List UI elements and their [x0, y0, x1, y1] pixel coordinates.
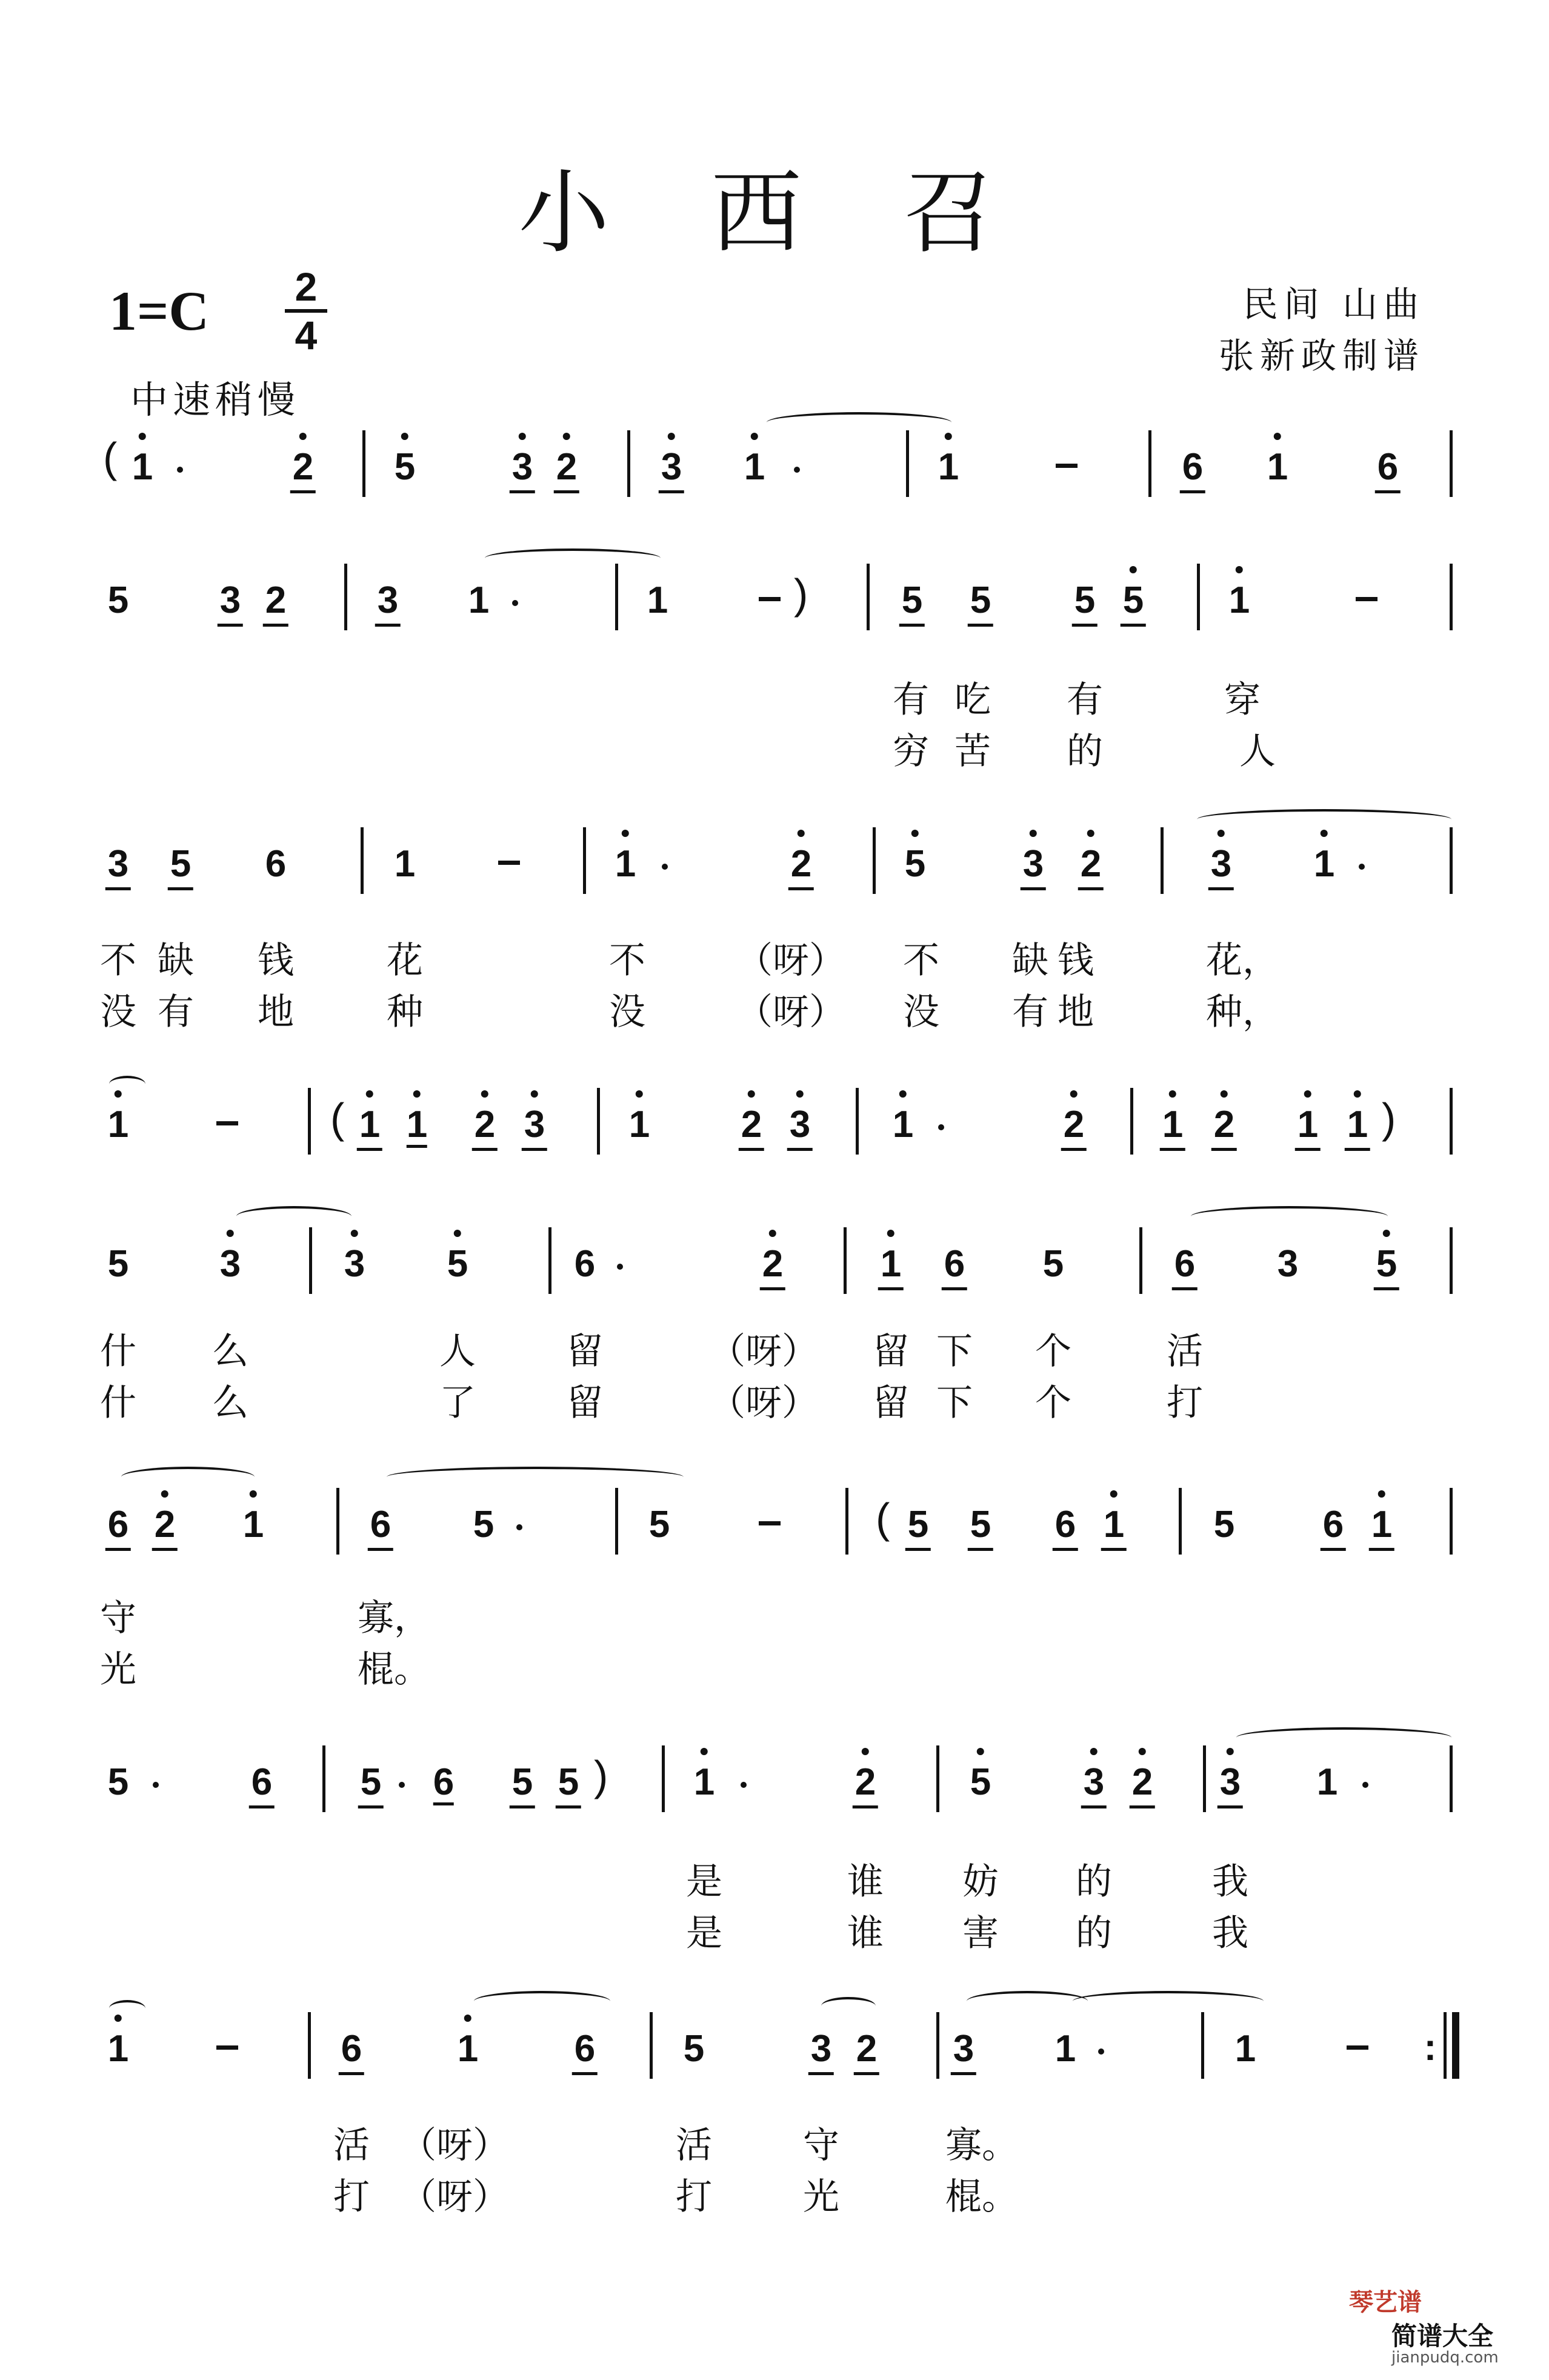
barline [906, 430, 909, 497]
note: 1 [107, 2028, 129, 2070]
barline [583, 827, 586, 894]
lyric: 棍。 [358, 1648, 430, 1691]
note: 1 [744, 446, 765, 488]
lyric: 打 [333, 2176, 370, 2218]
note: 2 [762, 1243, 784, 1285]
note: 6 [1377, 446, 1399, 488]
note: 3 [219, 1243, 241, 1285]
barline [548, 1227, 551, 1294]
lyric: 地 [1058, 991, 1094, 1033]
lyric: 守 [100, 1597, 136, 1639]
barline [322, 1745, 325, 1812]
note: 1 [1054, 2028, 1076, 2070]
lyric: 么 [212, 1330, 248, 1373]
lyric: 寡。 [945, 2124, 1018, 2167]
close-paren: ) [794, 570, 808, 618]
barline [308, 2012, 311, 2079]
lyric: 没 [100, 991, 136, 1033]
augmentation-dot [177, 467, 183, 473]
barline [361, 827, 364, 894]
close-paren: ) [594, 1752, 608, 1799]
lyric: 吃 [954, 679, 991, 721]
note: 5 [970, 1761, 991, 1803]
note: 6 [251, 1761, 273, 1803]
note: 3 [661, 446, 682, 488]
note: 1 [359, 1104, 381, 1145]
note: 6 [107, 1504, 129, 1545]
augmentation-dot [741, 1782, 747, 1788]
dash [498, 861, 520, 865]
note: 1 [457, 2028, 479, 2070]
note: 6 [1182, 446, 1204, 488]
tempo-marking: 中速稍慢 [130, 378, 301, 422]
lyric: 苦 [954, 730, 991, 773]
note: 3 [107, 843, 129, 885]
note: 1 [1228, 579, 1250, 621]
note: 5 [1074, 579, 1096, 621]
note: 1 [1162, 1104, 1184, 1145]
lyric: 有 [1012, 991, 1048, 1033]
lyric: 谁 [847, 1861, 884, 1903]
note: 1 [1297, 1104, 1319, 1145]
lyric: 留 [873, 1382, 909, 1424]
note: 5 [447, 1243, 468, 1285]
time-signature-bottom: 4 [295, 313, 318, 358]
barline [650, 2012, 653, 2079]
barline [1201, 2012, 1204, 2079]
barline [1450, 1745, 1453, 1812]
tie [767, 412, 951, 433]
note: 1 [394, 843, 416, 885]
note: 6 [1174, 1243, 1196, 1285]
barline [1148, 430, 1151, 497]
note: 3 [810, 2028, 832, 2070]
barline [344, 564, 347, 630]
tie [109, 2000, 145, 2017]
augmentation-dot [938, 1124, 944, 1130]
credit-origin: 民间 山曲 [1242, 284, 1425, 325]
note: 1 [628, 1104, 650, 1145]
note: 1 [242, 1504, 264, 1545]
final-barline-thin [1444, 2012, 1447, 2079]
lyric: 了 [439, 1382, 476, 1424]
barline [1179, 1488, 1182, 1555]
close-paren: ) [1382, 1095, 1396, 1142]
note: 5 [107, 1243, 129, 1285]
barline [867, 564, 870, 630]
barline [1450, 1088, 1453, 1155]
lyric: 个 [1035, 1330, 1071, 1373]
note: 2 [856, 2028, 878, 2070]
time-signature [285, 264, 327, 358]
note: 1 [407, 1106, 427, 1148]
lyric: 寡， [358, 1597, 430, 1639]
lyric: （呀） [736, 991, 845, 1033]
barline [1450, 1488, 1453, 1555]
barline [856, 1088, 859, 1155]
dash [216, 2045, 238, 2050]
logo-name: 简谱大全 [1391, 2321, 1494, 2351]
tie [821, 1997, 876, 2015]
tie [485, 548, 661, 568]
lyric: 什 [100, 1382, 136, 1424]
lyric: 不 [903, 939, 939, 982]
tie [1191, 1206, 1388, 1227]
note: 5 [683, 2028, 705, 2070]
note: 5 [901, 579, 923, 621]
note: 3 [1219, 1761, 1241, 1803]
lyric: 什 [100, 1330, 136, 1373]
note: 1 [1313, 843, 1335, 885]
note: 2 [1080, 843, 1102, 885]
lyric: 是 [686, 1912, 722, 1955]
note: 2 [292, 446, 314, 488]
barline [1450, 430, 1453, 497]
lyric: 下 [936, 1330, 973, 1373]
barline [1450, 827, 1453, 894]
lyric: （呀） [709, 1382, 818, 1424]
note: 1 [1234, 2028, 1256, 2070]
lyric: 缺 [1012, 939, 1048, 982]
augmentation-dot [662, 864, 668, 870]
note: 5 [511, 1761, 533, 1803]
note: 1 [615, 843, 636, 885]
note: 6 [433, 1764, 454, 1805]
barline [1130, 1088, 1133, 1155]
lyric: 打 [1167, 1382, 1203, 1424]
barline [336, 1488, 339, 1555]
key-signature: 1=C [109, 280, 209, 342]
lyric: 个 [1035, 1382, 1071, 1424]
logo-brand: 琴艺谱 [1349, 2288, 1422, 2316]
note: 1 [938, 446, 959, 488]
open-paren: ( [103, 434, 118, 481]
barline [362, 430, 365, 497]
lyric: 么 [212, 1382, 248, 1424]
note: 1 [1347, 1104, 1368, 1145]
barline [873, 827, 876, 894]
lyric: 人 [439, 1330, 476, 1373]
barline [308, 1088, 311, 1155]
lyric: 守 [803, 2124, 839, 2167]
open-paren: ( [876, 1495, 890, 1542]
note: 3 [1277, 1243, 1299, 1285]
barline [936, 2012, 939, 2079]
note: 2 [265, 579, 287, 621]
note: 5 [107, 1761, 129, 1803]
barline [1450, 564, 1453, 630]
barline [615, 564, 618, 630]
note: 6 [944, 1243, 965, 1285]
tie [1236, 1727, 1451, 1748]
note: 5 [648, 1504, 670, 1545]
note: 6 [265, 843, 287, 885]
note: 5 [904, 843, 926, 885]
augmentation-dot [1362, 1782, 1368, 1788]
note: 1 [468, 579, 490, 621]
lyric: 没 [903, 991, 939, 1033]
lyric: 下 [936, 1382, 973, 1424]
note: 3 [789, 1104, 811, 1145]
lyric: 活 [333, 2124, 370, 2167]
lyric: 光 [803, 2176, 839, 2218]
note: 6 [574, 2028, 596, 2070]
note: 5 [107, 579, 129, 621]
augmentation-dot [794, 467, 800, 473]
note: 5 [970, 1504, 991, 1545]
note: 6 [1054, 1504, 1076, 1545]
song-title: 小 西 召 [518, 161, 1031, 266]
lyric: （呀） [736, 939, 845, 982]
tie [109, 1076, 145, 1093]
lyric: （呀） [400, 2124, 509, 2167]
note: 3 [1083, 1761, 1105, 1803]
dash [1356, 597, 1377, 601]
barline [936, 1745, 939, 1812]
note: 5 [1122, 579, 1144, 621]
site-logo [1349, 2283, 1531, 2368]
lyric: （呀） [709, 1330, 818, 1373]
lyric: 留 [567, 1382, 603, 1424]
barline [615, 1488, 618, 1555]
lyric: 活 [676, 2124, 712, 2167]
time-signature-top: 2 [295, 264, 318, 309]
note: 5 [394, 446, 416, 488]
lyric: 穿 [1224, 679, 1261, 721]
tie [1073, 1991, 1264, 2012]
note: 5 [360, 1761, 382, 1803]
note: 1 [1103, 1504, 1125, 1545]
barline [1203, 1745, 1206, 1812]
augmentation-dot [153, 1782, 159, 1788]
note: 3 [1022, 843, 1044, 885]
barline [1197, 564, 1200, 630]
lyric: 我 [1212, 1861, 1248, 1903]
barline [845, 1488, 848, 1555]
note: 2 [1131, 1761, 1153, 1803]
lyric: 的 [1076, 1912, 1112, 1955]
note: 6 [370, 1504, 391, 1545]
augmentation-dot [512, 600, 518, 606]
tie [1197, 809, 1451, 830]
lyric: 穷 [893, 730, 929, 773]
note: 1 [1371, 1504, 1393, 1545]
open-paren: ( [330, 1095, 345, 1142]
note: 6 [1322, 1504, 1344, 1545]
lyric: 活 [1167, 1330, 1203, 1373]
lyric: 种， [1206, 991, 1279, 1033]
note: 3 [377, 579, 399, 621]
note: 2 [1213, 1104, 1235, 1145]
lyric: 缺 [158, 939, 194, 982]
dash [1056, 464, 1078, 468]
tie [236, 1206, 351, 1227]
tie [387, 1467, 684, 1487]
lyric: 人 [1239, 730, 1276, 773]
barline [1139, 1227, 1142, 1294]
credit-arranger: 张新政制谱 [1218, 335, 1425, 376]
note: 3 [344, 1243, 365, 1285]
note: 5 [558, 1761, 579, 1803]
lyric: 留 [567, 1330, 603, 1373]
tie [967, 1991, 1088, 2012]
note: 2 [741, 1104, 762, 1145]
note: 6 [574, 1243, 596, 1285]
final-barline-thick [1452, 2012, 1459, 2079]
note: 5 [473, 1504, 495, 1545]
note: 5 [1213, 1504, 1235, 1545]
tie [121, 1467, 255, 1487]
note: 1 [647, 579, 668, 621]
note: 6 [341, 2028, 362, 2070]
lyric: 棍。 [945, 2176, 1018, 2218]
lyric: 留 [873, 1330, 909, 1373]
lyric: 花， [1206, 939, 1279, 982]
note: 5 [907, 1504, 929, 1545]
barline [1161, 827, 1164, 894]
note: 1 [693, 1761, 715, 1803]
note: 5 [1042, 1243, 1064, 1285]
lyric: 有 [158, 991, 194, 1033]
note: 1 [107, 1104, 129, 1145]
repeat-dots: : [1424, 2027, 1437, 2068]
note: 1 [1267, 446, 1288, 488]
tie [474, 1991, 610, 2012]
lyric: 钱 [1058, 939, 1094, 982]
lyric: 害 [962, 1912, 999, 1955]
barline [1450, 1227, 1453, 1294]
lyric: 的 [1067, 730, 1103, 773]
logo-url: jianpudq.com [1391, 2348, 1499, 2367]
lyric: 谁 [847, 1912, 884, 1955]
note: 3 [953, 2028, 974, 2070]
barline [662, 1745, 665, 1812]
augmentation-dot [399, 1782, 405, 1788]
augmentation-dot [617, 1264, 623, 1270]
note: 3 [219, 579, 241, 621]
lyric: 妨 [962, 1861, 999, 1903]
barline [844, 1227, 847, 1294]
barline [309, 1227, 312, 1294]
augmentation-dot [516, 1524, 522, 1530]
lyric: 没 [609, 991, 645, 1033]
dash [216, 1121, 238, 1125]
lyric: 是 [686, 1861, 722, 1903]
note: 1 [132, 446, 153, 488]
note: 2 [790, 843, 812, 885]
note: 3 [524, 1104, 545, 1145]
dash [759, 1521, 781, 1525]
augmentation-dot [1098, 2048, 1104, 2055]
note: 5 [1376, 1243, 1397, 1285]
lyric: 种 [387, 991, 423, 1033]
note: 2 [474, 1104, 496, 1145]
note: 1 [1316, 1761, 1338, 1803]
lyric: 不 [100, 939, 136, 982]
lyric: 我 [1212, 1912, 1248, 1955]
dash [1347, 2045, 1368, 2050]
note: 3 [1210, 843, 1232, 885]
lyric: 打 [676, 2176, 712, 2218]
note: 3 [511, 446, 533, 488]
note: 2 [556, 446, 578, 488]
barline [627, 430, 630, 497]
lyric: 有 [1067, 679, 1103, 721]
lyric: （呀） [400, 2176, 509, 2218]
augmentation-dot [1359, 864, 1365, 870]
lyric: 不 [609, 939, 645, 982]
dash [759, 597, 781, 601]
lyric: 钱 [258, 939, 294, 982]
note: 2 [1063, 1104, 1085, 1145]
note: 1 [892, 1104, 914, 1145]
note: 2 [154, 1504, 176, 1545]
note: 1 [880, 1243, 902, 1285]
lyric: 有 [893, 679, 929, 721]
barline [597, 1088, 600, 1155]
lyric: 地 [258, 991, 294, 1033]
lyric: 光 [100, 1648, 136, 1691]
lyric: 的 [1076, 1861, 1112, 1903]
note: 5 [170, 843, 192, 885]
note: 2 [854, 1761, 876, 1803]
note: 5 [970, 579, 991, 621]
lyric: 花 [387, 939, 423, 982]
